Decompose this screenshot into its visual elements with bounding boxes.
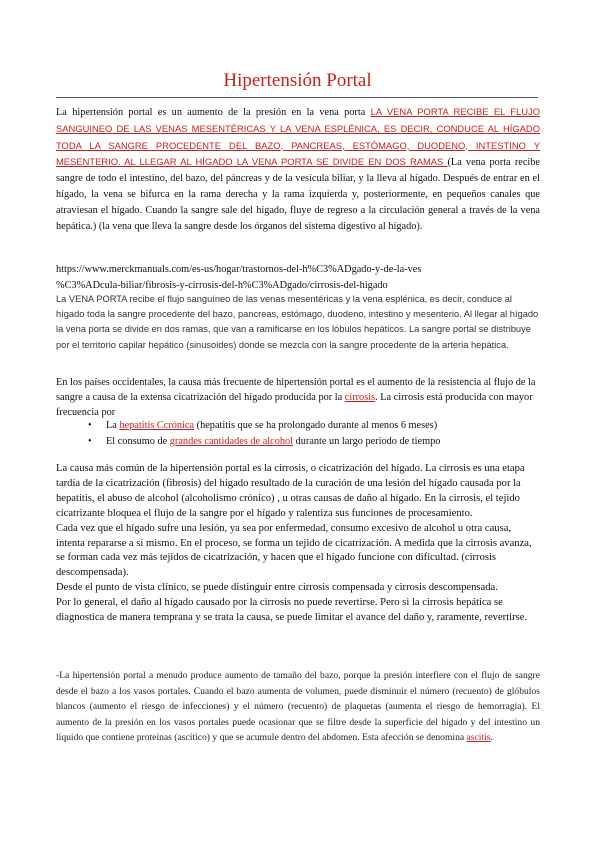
title-divider bbox=[56, 97, 538, 98]
causes-after: . La cirrosis está producida con mayor frecuencia por bbox=[56, 391, 533, 418]
document-title: Hipertensión Portal bbox=[223, 70, 372, 91]
intro-lead: La hipertensión portal es un aumento de la presión en la vena porta bbox=[56, 107, 371, 118]
list-item bbox=[92, 418, 532, 434]
bullet-post: (hepatitis que se ha prolongado durante al menos 6 meses) bbox=[194, 420, 438, 431]
source-url[interactable] bbox=[56, 262, 540, 293]
alcohol-link[interactable]: grandes cantidades de alcohol bbox=[169, 436, 294, 447]
causes-text: En los países occidentales, la causa más frecuente de hipertensión portal es el aumento de la resistencia al flujo de la sangre a causa de la extensa cicatrización del hígado producida por la bbox=[56, 377, 536, 403]
cirrosis-section bbox=[56, 462, 540, 626]
bazo-text: -La hipertensión portal a menudo produce aumento de tamaño del bazo, porque la presión interfiere con el flujo de sangre desde el bazo a los vasos portales. Cuando el bazo aumenta de volumen, puede disminuir el número (recuento) de glóbulos blancos (aumento el riesgo de infecciones) y el número (recuento) de plaquetas (aumenta el riesgo de hemorragia). El aumento de la presión en los vasos portales puede ocasionar que se filtre desde la superficie del hígado y del intestino un líquido que contiene proteínas (ascítico) y que se acumule dentro del abdomen. Esta afección se denomina bbox=[56, 670, 540, 744]
intro-paragraph bbox=[56, 104, 540, 234]
vena-porta-highlight: LA VENA PORTA RECIBE EL FLUJO SANGUINEO DE LAS VENAS MESENTÉRICAS Y LA VENA ESPLÉNICA, ES DECIR, CONDUCE AL HÍGADO TODA LA SANGRE PROCEDENTE DEL BAZO, PANCREAS, ESTÓMAGO, DUODENO, INTESTINO Y MESENTERIO. AL LLEGAR AL HÍGADO LA VENA PORTA SE DIVIDE EN DOS RAMAS bbox=[56, 106, 540, 168]
source-url-line-1[interactable]: https://www.merckmanuals.com/es-us/hogar/trastornos-del-h%C3%ADgado-y-de-la-ves bbox=[56, 264, 422, 275]
vena-porta-paragraph: La VENA PORTA recibe el flujo sanguíneo de las venas mesentéricas y la vena esplénica, es decir, conduce al hígado toda la sangre procedente del bazo, pancreas, estómago, duodeno, intestino y mesenterio. Al llegar al hígado la vena porta se divide en dos ramas, que van a ramificarse en los lóbulos hepáticos. La sangre portal se distribuye por el territorio capilar hepático (sinusoides) donde se mezcla con la sangre procedente de la arteria hepática. bbox=[56, 294, 539, 350]
cirrosis-paragraph: La causa más común de la hipertensión portal es la cirrosis, o cicatrización del hígado. La cirrosis es una etapa tardía de la cicatrización (fibrosis) del hígado resultado de la curación de una lesión del hígado causada por la hepatitis, el abuso de alcohol (alcoholismo crónico) , u otras causas de daño al hígado. En la cirrosis, el tejido cicatrizante bloquea el flujo de la sangre por el hígado y ralentiza sus funciones de procesamiento. bbox=[56, 463, 525, 519]
bazo-after: . bbox=[490, 732, 493, 744]
cirrosis-paragraph: Desde el punto de vista clínico, se puede distinguir entre cirrosis compensada y cirrosis descompensada. bbox=[56, 582, 498, 594]
intro-rest: (La vena porta recibe sangre de todo el intestino, del bazo, del páncreas y de la vesícula biliar, y la lleva al hígado. Después de entrar en el hígado, la vena se bifurca en la rama derecha y la rama izquierda y, posteriormente, en pequeños canales que atraviesan el hígado. Cuando la sangre sale del hígado, fluye de regreso a la circulación general a través de la vena hepática.) (la vena que lleva la sangre desde los órganos del sistema digestivo al hígado). bbox=[56, 157, 540, 232]
bullet-post: durante un largo periodo de tiempo bbox=[293, 436, 441, 447]
causes-list bbox=[92, 418, 532, 450]
bullet-pre: La bbox=[106, 420, 120, 431]
list-item bbox=[92, 434, 532, 450]
causes-paragraph bbox=[56, 376, 540, 420]
source-url-line-2[interactable]: %C3%ADcula-biliar/fibrosis-y-cirrosis-del-h%C3%ADgado/cirrosis-del-higado bbox=[56, 279, 388, 291]
ascitis-link[interactable]: ascitis bbox=[466, 732, 491, 744]
bazo-paragraph bbox=[56, 668, 540, 746]
bullet-pre: El consumo de bbox=[106, 436, 170, 447]
cirrosis-paragraph: Cada vez que el hígado sufre una lesión, ya sea por enfermedad, consumo excesivo de alcohol u otra causa, intenta repararse a sí mismo. En el proceso, se forma un tejido de cicatrización. A medida que la cirrosis avanza, se forman cada vez más tejidos de cicatrización, y hacen que el hígado funcione con dificultad. (cirrosis descompensada). bbox=[56, 522, 532, 579]
cirrosis-paragraph: Por lo general, el daño al hígado causado por la cirrosis no puede revertirse. Pero si la cirrosis hepática se diagnostica de manera temprana y se trata la causa, se puede limitar el avance del daño y, raramente, revertirse. bbox=[56, 597, 528, 624]
cirrosis-link[interactable]: cirrosis bbox=[344, 391, 376, 403]
hepatitis-link[interactable]: hepatitis Ccrónica bbox=[119, 420, 195, 431]
